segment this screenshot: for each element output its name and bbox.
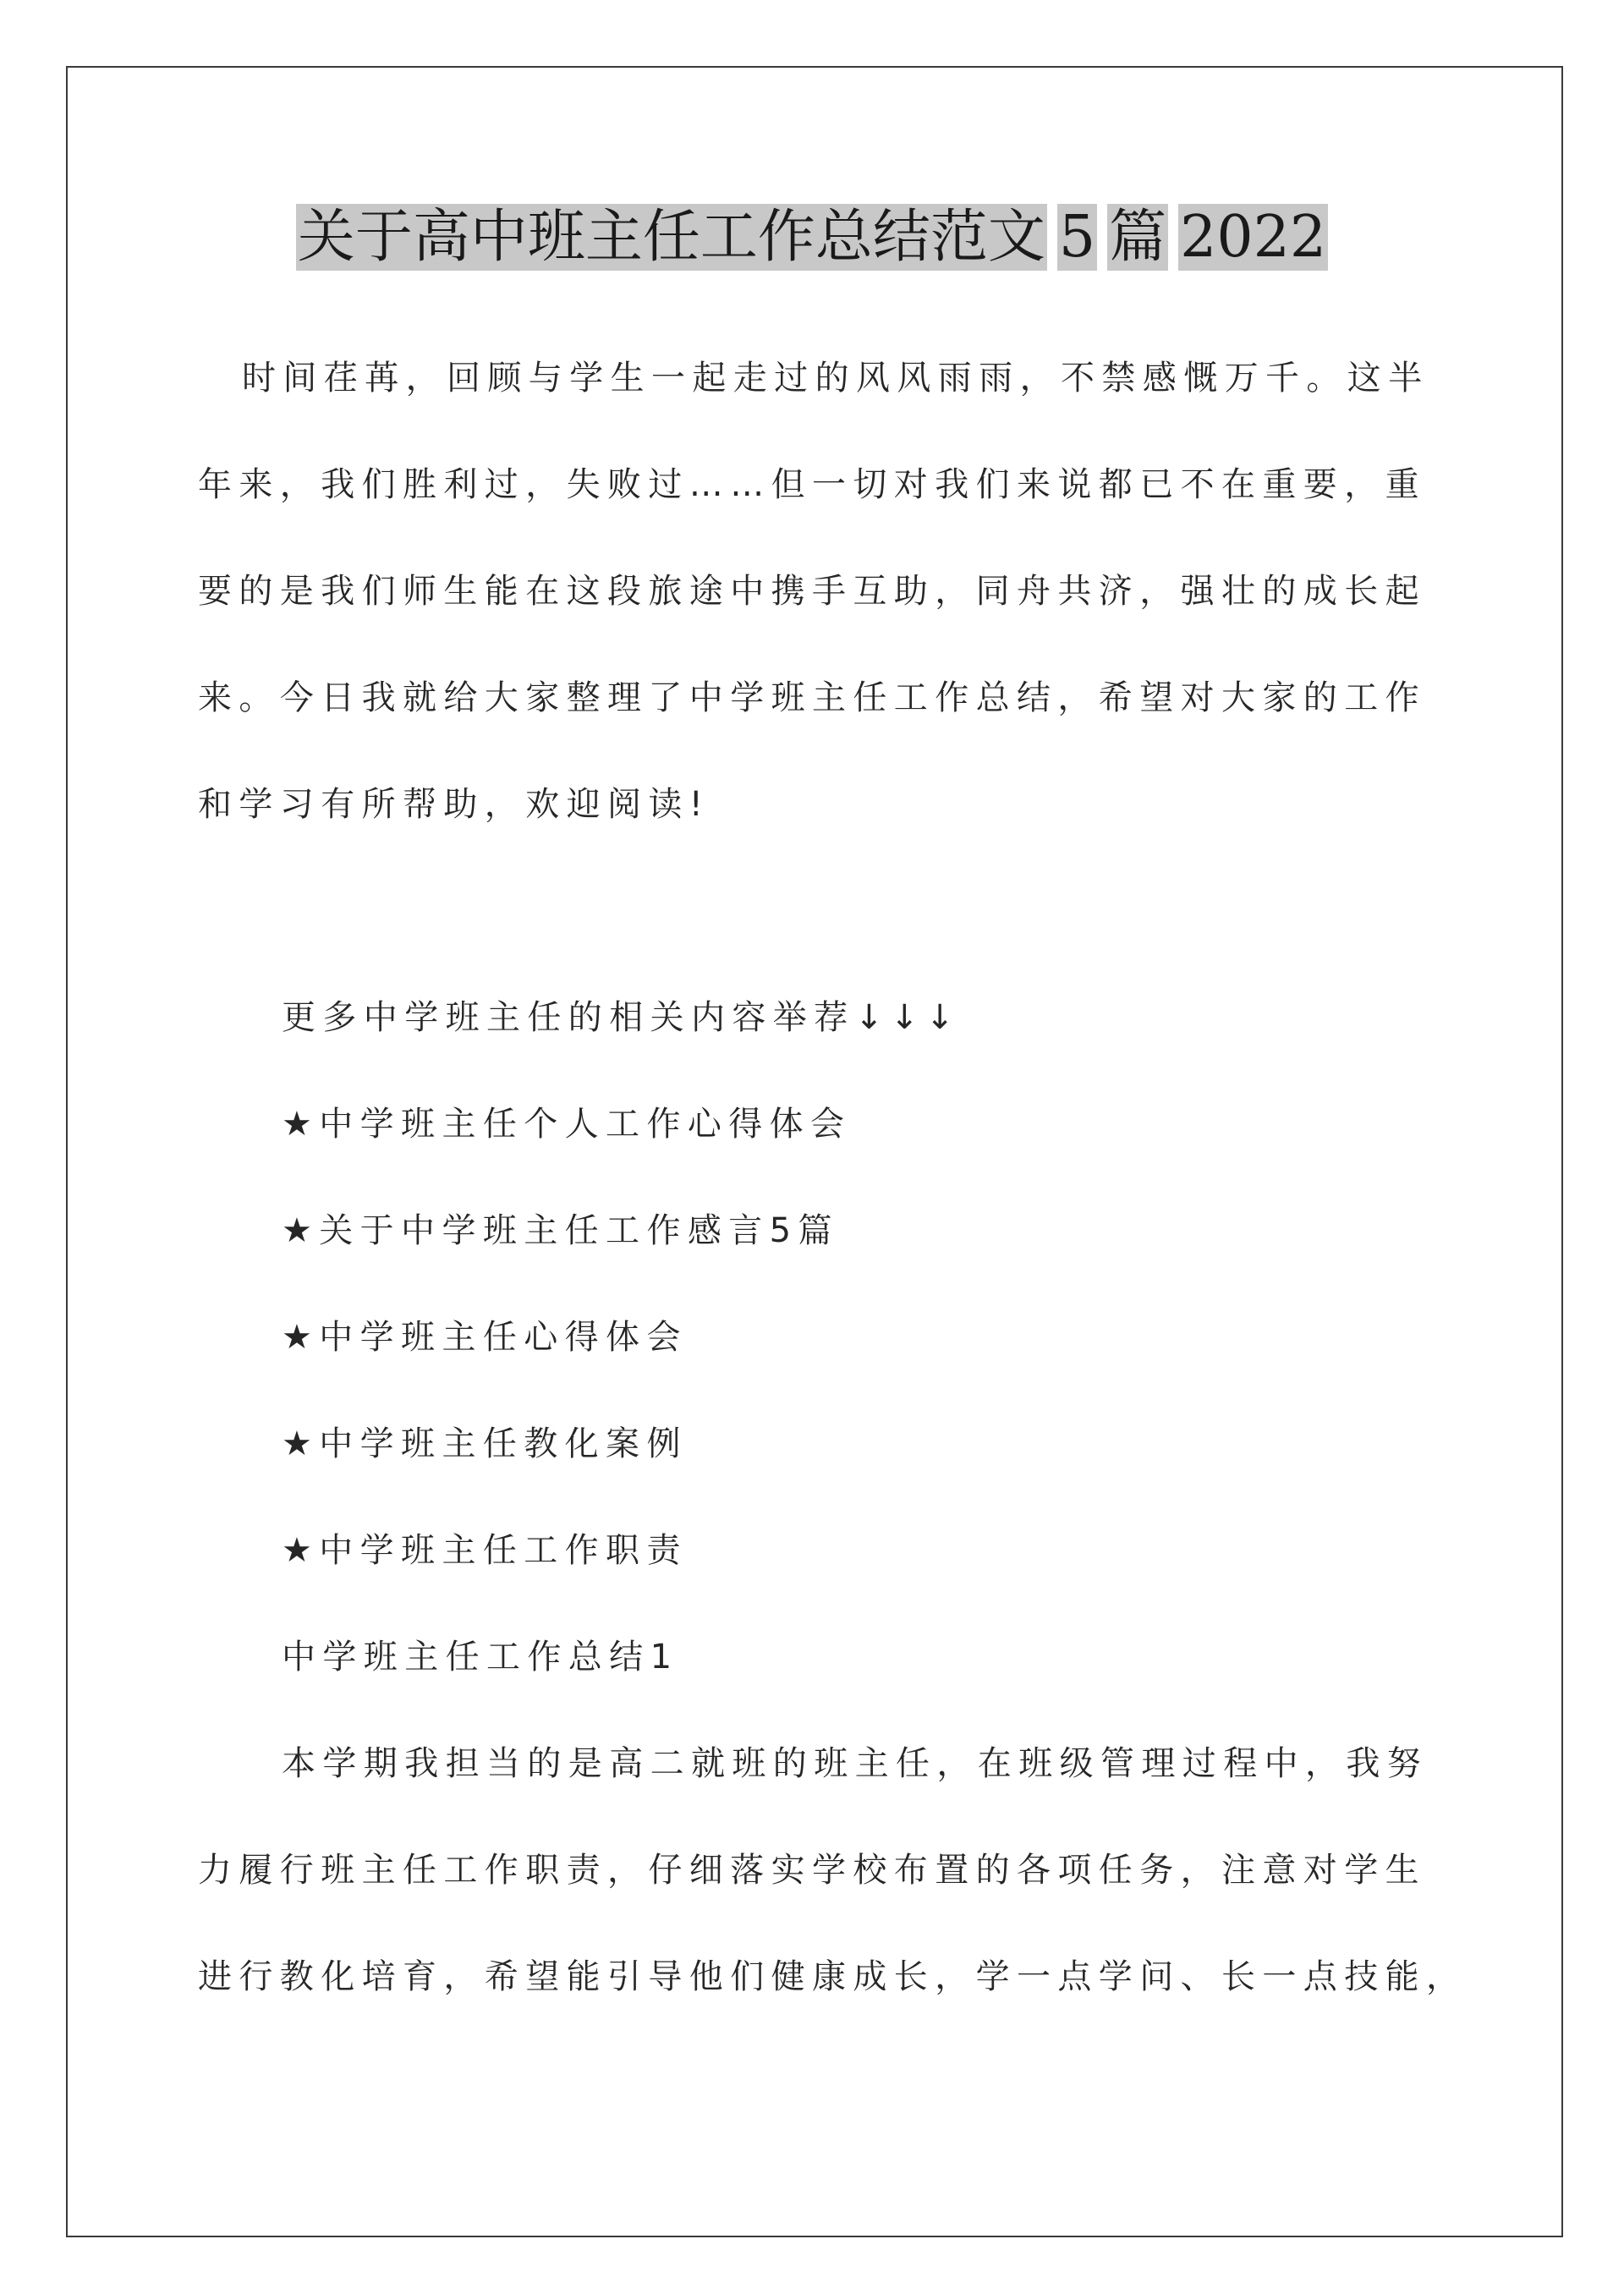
intro-line: 和学习有所帮助，欢迎阅读! [198,785,710,824]
section-paragraph [198,1710,1484,2030]
related-item: ★中学班主任心得体会 [282,1318,688,1357]
section-line: 进行教化培育，希望能引导他们健康成长，学一点学问、长一点技能， [198,1957,1468,1996]
intro-line: 要的是我们师生能在这段旅途中携手互助，同舟共济，强壮的成长起 [198,572,1426,611]
title-segment-number: 5 [1058,204,1096,271]
intro-line: 年来，我们胜利过，失败过……但一切对我们来说都已不在重要，重 [198,465,1426,504]
title-segment-unit: 篇 [1109,204,1167,271]
related-heading: 更多中学班主任的相关内容举荐↓↓↓ [282,998,962,1037]
document-title [0,200,1624,276]
intro-paragraph [198,325,1484,858]
section-line: 力履行班主任工作职责，仔细落实学校布置的各项任务，注意对学生 [198,1851,1426,1890]
related-item: ★中学班主任教化案例 [282,1424,688,1463]
intro-line: 时间荏苒，回顾与学生一起走过的风风雨雨，不禁感慨万千。这半 [242,359,1429,398]
section-line: 本学期我担当的是高二就班的班主任，在班级管理过程中，我努 [282,1744,1429,1783]
title-segment-year: 2022 [1180,204,1327,271]
related-item: ★中学班主任个人工作心得体会 [282,1105,852,1144]
document-body [198,325,1484,2030]
title-segment-main: 关于高中班主任工作总结范文 [297,204,1045,271]
related-item: ★关于中学班主任工作感言5篇 [282,1211,839,1250]
related-list [198,1071,1484,1604]
section-heading: 中学班主任工作总结1 [282,1638,679,1677]
related-item: ★中学班主任工作职责 [282,1531,688,1570]
intro-line: 来。今日我就给大家整理了中学班主任工作总结，希望对大家的工作 [198,678,1426,717]
blank-line [198,858,1484,964]
